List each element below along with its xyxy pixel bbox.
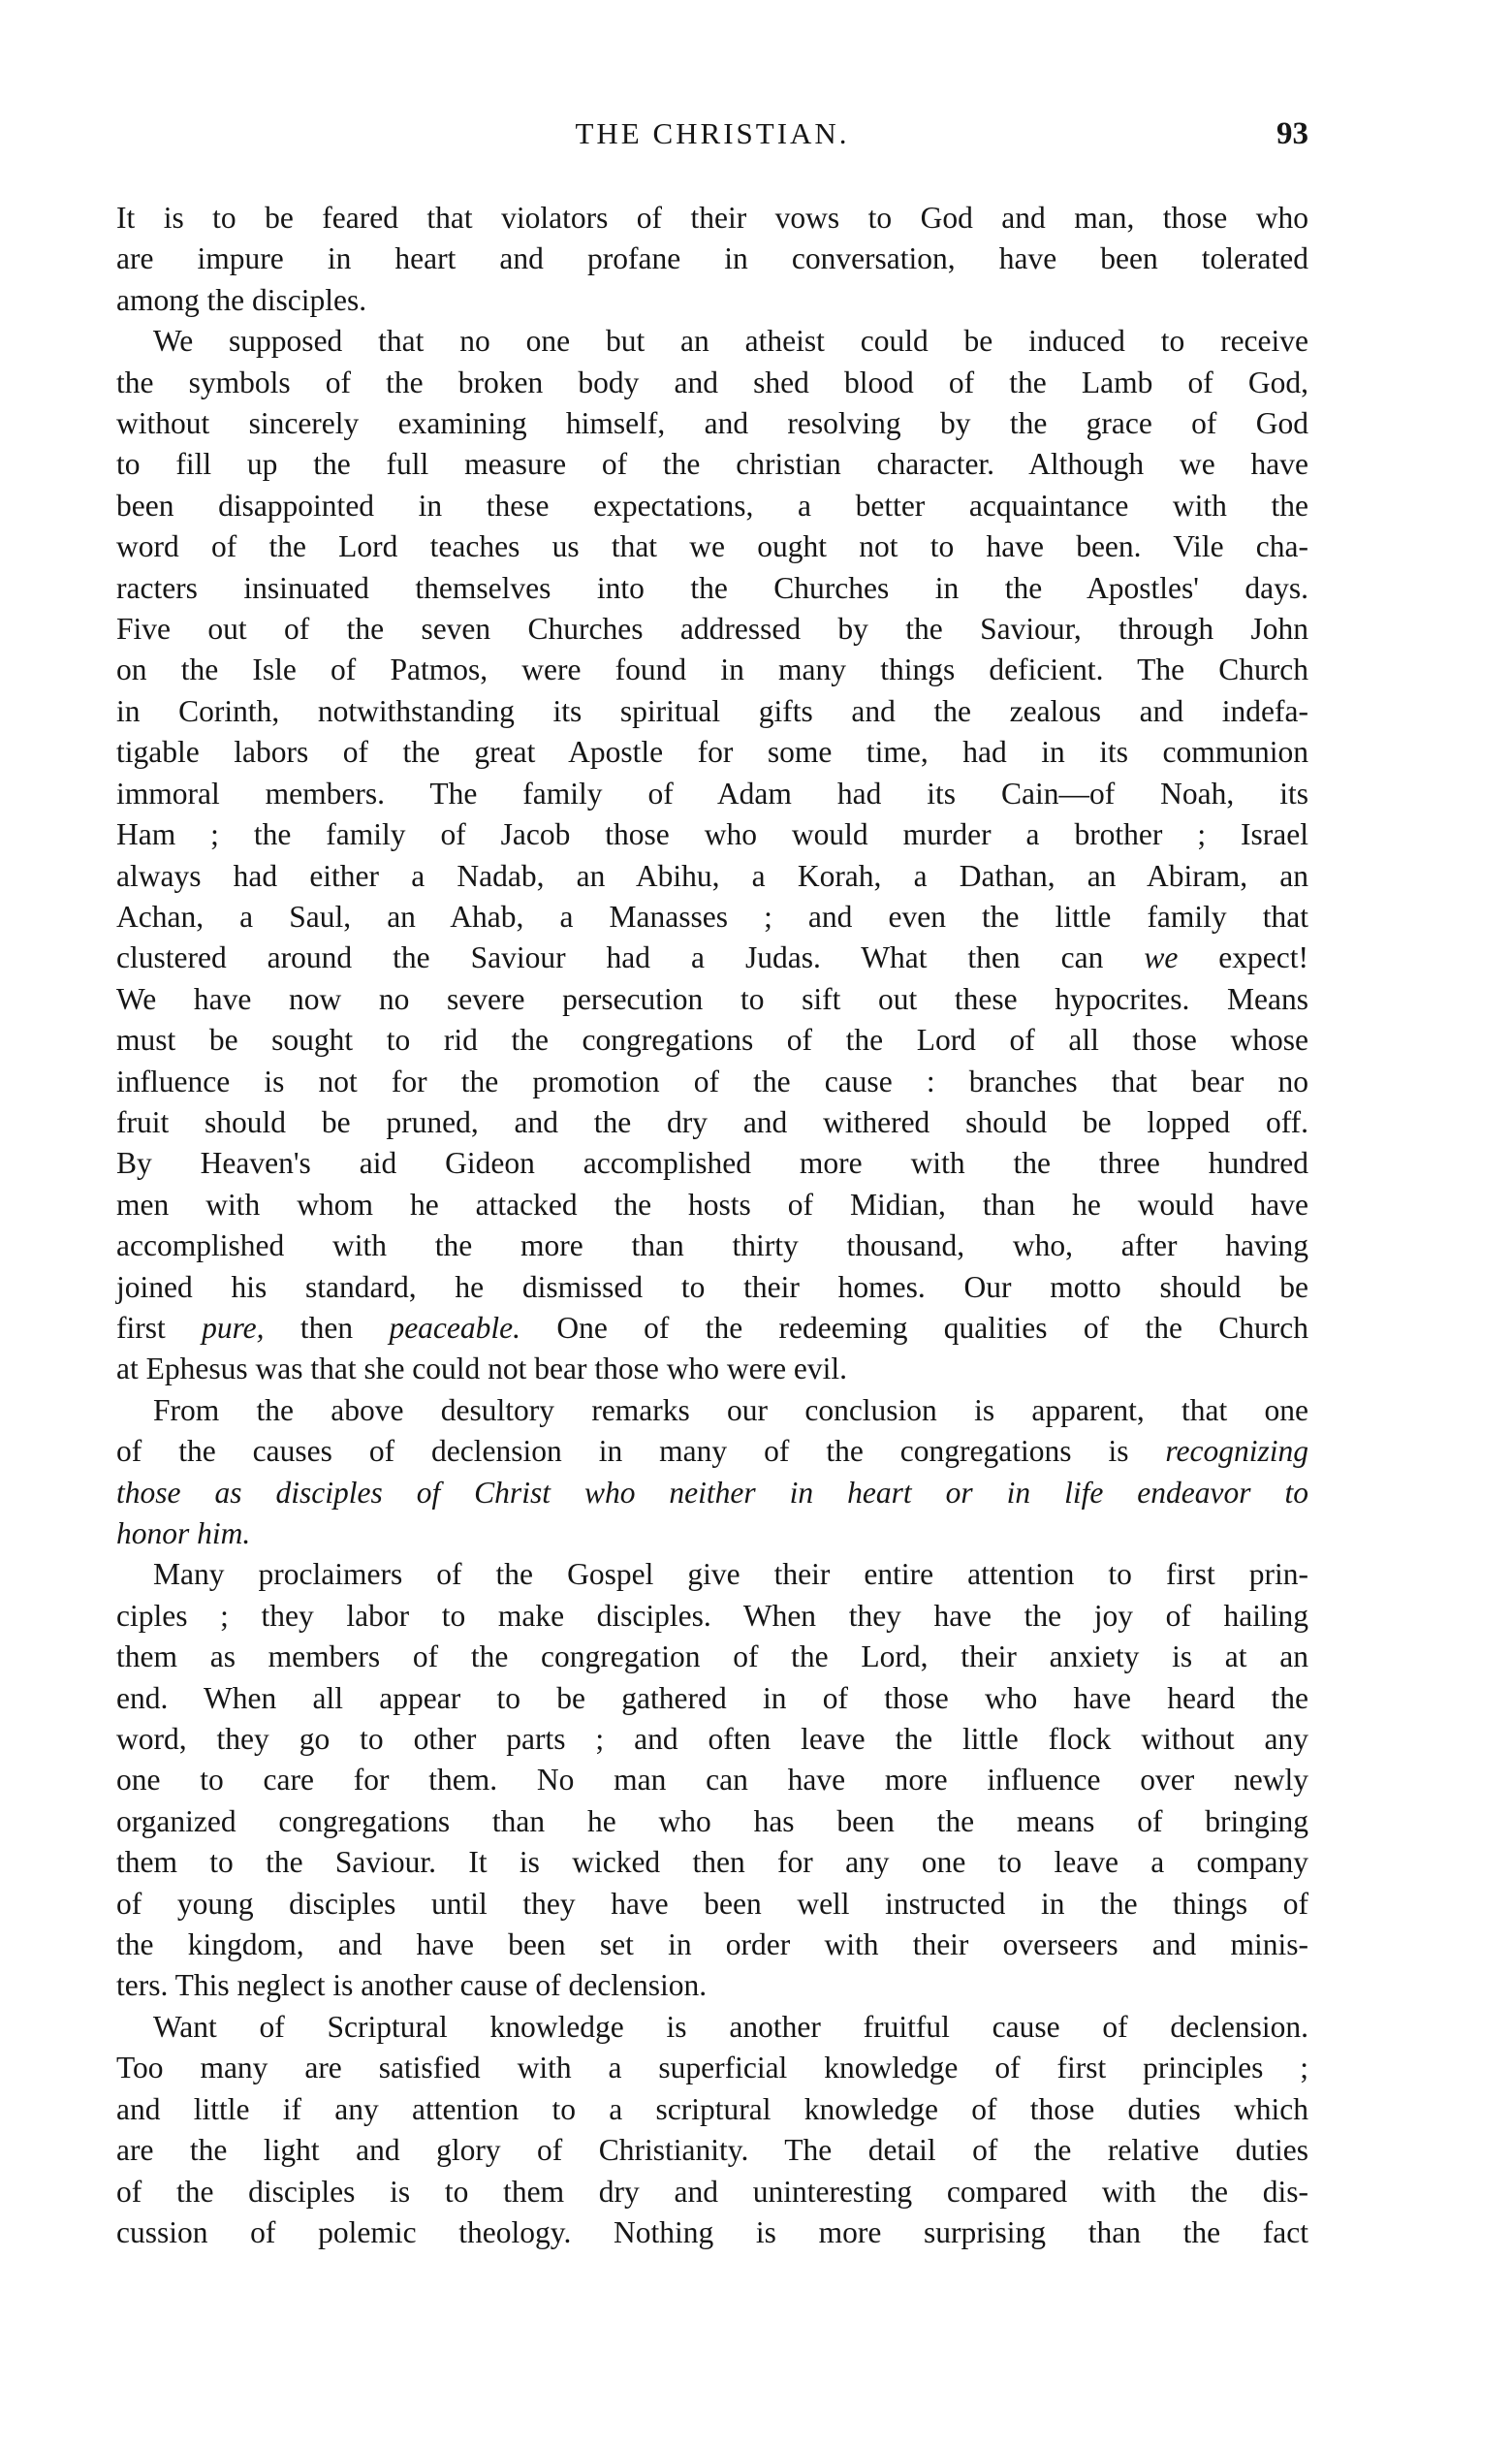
text-line: honor him. xyxy=(116,1516,251,1550)
text-line: end. When all appear to be gathered in of those who have heard the xyxy=(116,1680,1308,1715)
text-line: of the disciples is to them dry and uninteresting compared with the dis- xyxy=(116,2174,1308,2209)
text-line: at Ephesus was that she could not bear those who were evil. xyxy=(116,1352,848,1386)
text-line: cussion of polemic theology. Nothing is more surprising than the fact xyxy=(116,2214,1308,2249)
text-line: first pure, then peaceable. One of the redeeming qualities of the Church xyxy=(116,1310,1308,1345)
running-head xyxy=(116,116,1308,175)
text-line: Ham ; the family of Jacob those who would murder a brother ; Israel xyxy=(116,817,1308,852)
text-line: We supposed that no one but an atheist could be induced to receive xyxy=(153,324,1308,359)
text-line: must be sought to rid the congregations of the Lord of all those whose xyxy=(116,1023,1308,1058)
text-line: those as disciples of Christ who neither in heart or in life endeavor to xyxy=(116,1475,1308,1510)
text-line: them as members of the congregation of the Lord, their anxiety is at an xyxy=(116,1639,1308,1674)
text-line: Achan, a Saul, an Ahab, a Manasses ; and even the little family that xyxy=(116,899,1308,934)
text-line: Want of Scriptural knowledge is another fruitful cause of declension. xyxy=(153,2009,1308,2044)
text-line: By Heaven's aid Gideon accomplished more with the three hundred xyxy=(116,1146,1308,1181)
text-line: influence is not for the promotion of the cause : branches that bear no xyxy=(116,1064,1308,1098)
text-line: joined his standard, he dismissed to their homes. Our motto should be xyxy=(116,1269,1308,1304)
text-line: It is to be feared that violators of their vows to God and man, those who xyxy=(116,201,1308,235)
text-line: them to the Saviour. It is wicked then for any one to leave a company xyxy=(116,1845,1308,1880)
text-line: racters insinuated themselves into the Churches in the Apostles' days. xyxy=(116,570,1308,605)
text-line: the symbols of the broken body and shed blood of the Lamb of God, xyxy=(116,365,1308,399)
text-line: accomplished with the more than thirty thousand, who, after having xyxy=(116,1228,1308,1263)
text-line: tigable labors of the great Apostle for some time, had in its communion xyxy=(116,735,1308,770)
text-line: ters. This neglect is another cause of declension. xyxy=(116,1968,708,2003)
text-line: one to care for them. No man can have more influence over newly xyxy=(116,1763,1308,1798)
book-page xyxy=(116,116,1308,2253)
text-line: are impure in heart and profane in conversation, have been tolerated xyxy=(116,241,1308,276)
text-line: We have now no severe persecution to sift out these hypocrites. Means xyxy=(116,981,1308,1016)
text-line: Many proclaimers of the Gospel give their entire attention to first prin- xyxy=(153,1557,1308,1592)
text-line: word of the Lord teaches us that we ought not to have been. Vile cha- xyxy=(116,529,1308,564)
running-title: THE CHRISTIAN. xyxy=(575,116,850,150)
text-line: clustered around the Saviour had a Judas. What then can we expect! xyxy=(116,940,1308,975)
text-line: From the above desultory remarks our conclusion is apparent, that one xyxy=(153,1392,1308,1427)
text-line: and little if any attention to a scriptural knowledge of those duties which xyxy=(116,2091,1308,2126)
text-line: without sincerely examining himself, and resolving by the grace of God xyxy=(116,406,1308,441)
text-line: are the light and glory of Christianity. The detail of the relative duties xyxy=(116,2133,1308,2168)
text-line: word, they go to other parts ; and often leave the little flock without any xyxy=(116,1722,1308,1757)
text-line: ciples ; they labor to make disciples. When they have the joy of hailing xyxy=(116,1598,1308,1633)
page-number: 93 xyxy=(1276,116,1308,151)
text-line: in Corinth, notwithstanding its spiritual gifts and the zealous and indefa- xyxy=(116,693,1308,728)
text-line: of the causes of declension in many of the congregations is recognizing xyxy=(116,1434,1308,1469)
text-line: on the Isle of Patmos, were found in many things deficient. The Church xyxy=(116,652,1308,687)
text-line: to fill up the full measure of the christian character. Although we have xyxy=(116,447,1308,482)
text-line: Five out of the seven Churches addressed by the Saviour, through John xyxy=(116,612,1308,647)
text-line: among the disciples. xyxy=(116,282,367,317)
text-line: fruit should be pruned, and the dry and withered should be lopped off. xyxy=(116,1104,1308,1139)
text-line: the kingdom, and have been set in order with their overseers and minis- xyxy=(116,1927,1308,1962)
text-line: of young disciples until they have been well instructed in the things of xyxy=(116,1886,1308,1921)
body-text xyxy=(116,198,1308,2253)
text-line: always had either a Nadab, an Abihu, a Korah, a Dathan, an Abiram, an xyxy=(116,858,1308,893)
text-line: men with whom he attacked the hosts of Midian, than he would have xyxy=(116,1187,1308,1222)
text-line: immoral members. The family of Adam had its Cain—of Noah, its xyxy=(116,776,1308,811)
text-line: been disappointed in these expectations, a better acquaintance with the xyxy=(116,488,1308,523)
text-line: Too many are satisfied with a superficial knowledge of first principles ; xyxy=(116,2051,1308,2085)
text-line: organized congregations than he who has been the means of bringing xyxy=(116,1803,1308,1838)
